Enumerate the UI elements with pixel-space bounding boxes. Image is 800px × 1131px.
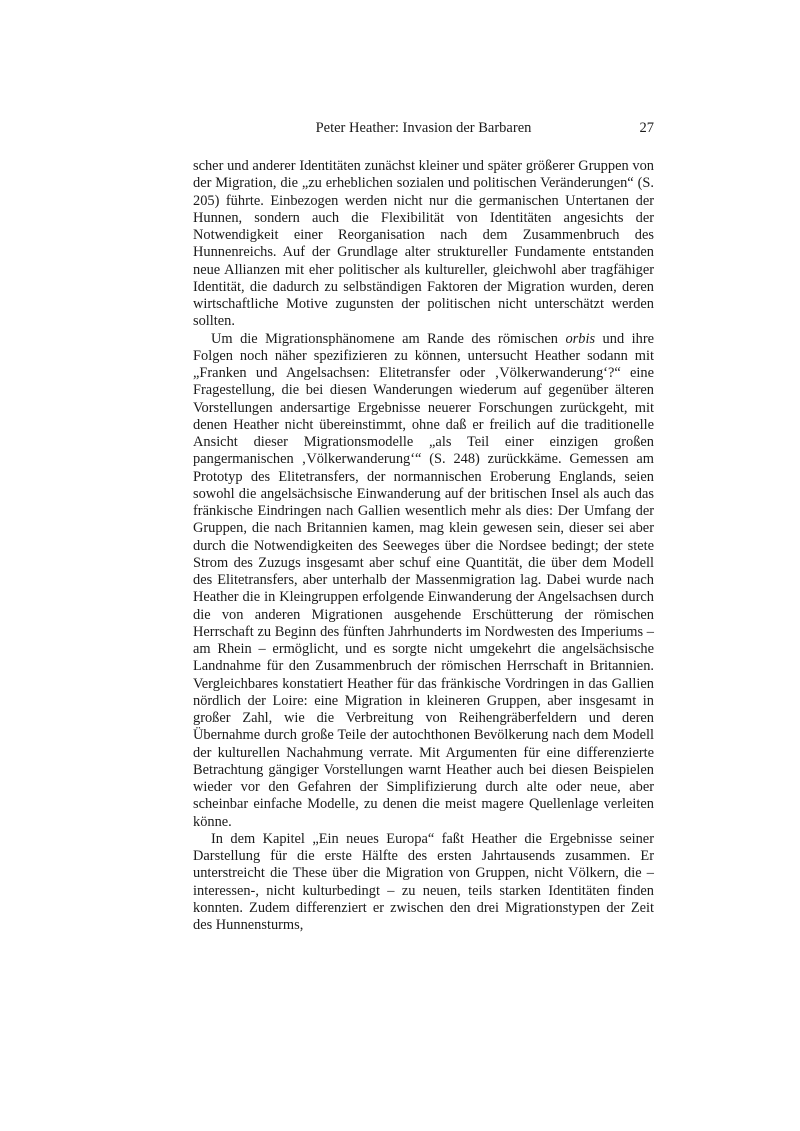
paragraph-2-text-rest: und ihre Folgen noch näher spezifizieren zu können, untersucht Heather sodann mit „Franken und Angelsachsen: Elitetransfer oder ‚Völkerwanderung‘?“ eine Fragestellung, die bei diesen Wanderungen wiederum auf gegenüber älteren Vorstellungen andersartige Ergebnisse neuerer Forschungen zurückgeht, mit denen Heather nicht übereinstimmt, ohne daß er freilich auf die traditionelle Ansicht dieser Migrationsmodelle „als Teil einer einzigen großen pangermanischen ‚Völkerwanderung‘“ (S. 248) zurückkäme. Gemessen am Prototyp des Elitetransfers, der normannischen Eroberung Englands, seien sowohl die angelsächsische Einwanderung auf der britischen Insel als auch das fränkische Eindringen nach Gallien wesentlich mehr als dies: Der Umfang der Gruppen, die nach Britannien kamen, mag klein gewesen sein, dieser sei aber durch die Notwendigkeiten des Seeweges über die Nordsee bedingt; der stete Strom des Zuzugs insgesamt aber schuf eine Quantität, die über dem Modell des Elitetransfers, aber unterhalb der Massenmigration lag. Dabei wurde nach Heather die in Kleingruppen erfolgende Einwanderung der Angelsachsen durch die von anderen Migrationen ausgehende Erschütterung der römischen Herrschaft zu Beginn des fünften Jahrhunderts im Nordwesten des Imperiums – am Rhein – ermöglicht, und es sorgte nicht umgekehrt die angelsächsische Landnahme für den Zusammenbruch der römischen Herrschaft in Britannien. Vergleichbares konstatiert Heather für das fränkische Vordringen in das Gallien nördlich der Loire: eine Migration in kleineren Gruppen, aber insgesamt in großer Zahl, wie die Verbreitung von Reihengräberfeldern und deren Übernahme durch große Teile der autochthonen Bevölkerung nach dem Modell der kulturellen Nachahmung verrate. Mit Argumenten für eine differenzierte Betrachtung gängiger Vorstellungen warnt Heather auch bei diesen Beispielen wieder vor den Gefahren der Simplifizierung durch alte oder neue, aber scheinbar einfache Modelle, zu denen die meist magere Quellenlage verleiten könne. bbox=[193, 330, 654, 830]
running-head bbox=[193, 118, 654, 138]
running-title: Peter Heather: Invasion der Barbaren bbox=[315, 120, 532, 136]
page-number: 27 bbox=[639, 120, 654, 136]
paragraph-3 bbox=[193, 831, 654, 935]
paragraph-1-text: scher und anderer Identitäten zunächst kleiner und später größerer Gruppen von der Migration, die „zu erheblichen sozialen und politischen Veränderungen“ (S. 205) führte. Einbezogen werden nicht nur die germanischen Untertanen der Hunnen, sondern auch die Flexibilität von Identitäten angesichts der Notwendigkeit einer Reorganisation nach dem Zusammenbruch des Hunnenreichs. Auf der Grundlage alter struktureller Fundamente entstanden neue Allianzen mit eher politischer als kultureller, gleichwohl aber tragfähiger Identität, die dadurch zu selbständigen Faktoren der Migration wurden, deren wirtschaftliche Motive zugunsten der politischen nicht unterschätzt werden sollten. bbox=[193, 158, 654, 330]
body-text bbox=[193, 158, 654, 934]
italic-term-orbis: orbis bbox=[565, 330, 596, 347]
paragraph-3-text: In dem Kapitel „Ein neues Europa“ faßt Heather die Ergebnisse seiner Darstellung für die erste Hälfte des ersten Jahrtausends zusammen. Er unterstreicht die These über die Migration von Gruppen, nicht Völkern, die – interessen-, nicht kulturbedingt – zu neuen, teils starken Identitäten finden konnten. Zudem differenziert er zwischen den drei Migrationstypen der Zeit des Hunnensturms, bbox=[193, 830, 654, 933]
paragraph-2-text-start: Um die Migrationsphänomene am Rande des römischen bbox=[211, 330, 566, 347]
paragraph-2 bbox=[193, 331, 654, 831]
paragraph-1 bbox=[193, 158, 654, 331]
